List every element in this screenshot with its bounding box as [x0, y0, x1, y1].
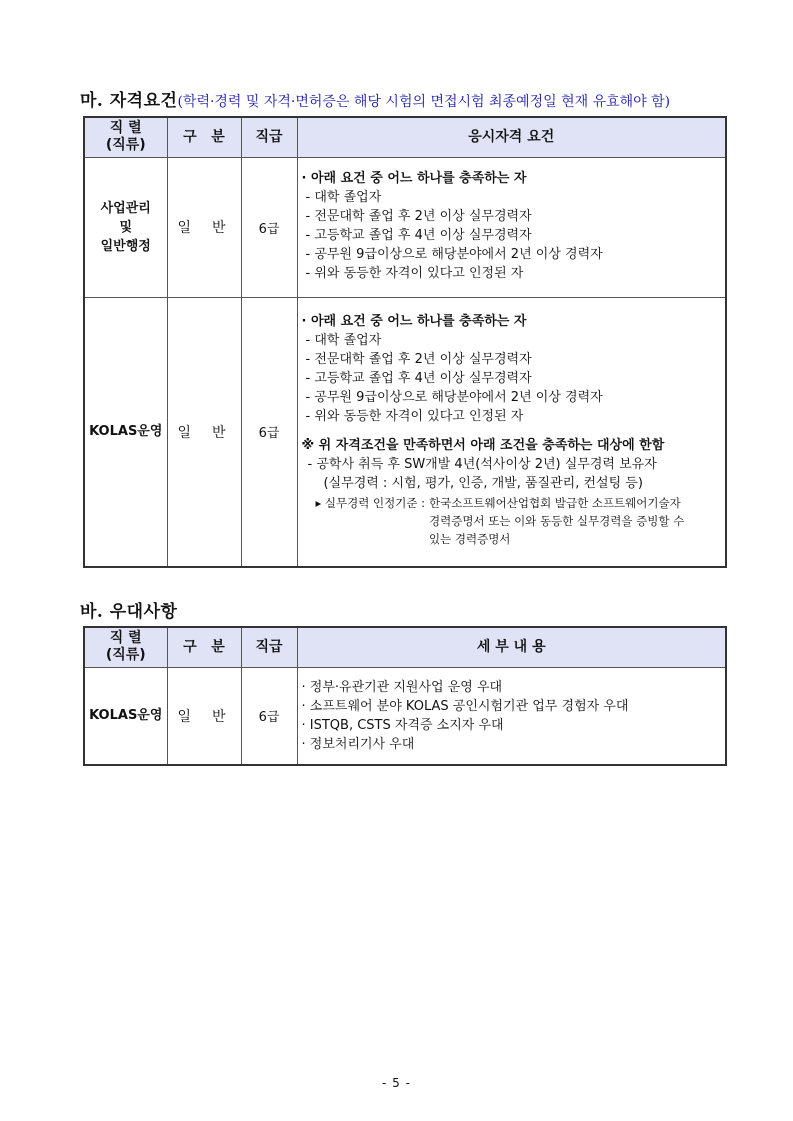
- type-char: 반: [211, 424, 226, 441]
- header-type: 구 분: [167, 627, 241, 667]
- header-details: 세 부 내 용: [297, 627, 726, 667]
- list-item: - 고등학교 졸업 후 4년 이상 실무경력자: [305, 227, 532, 243]
- experience-basis-line: 있는 경력증명서: [429, 532, 511, 547]
- qualifications-heading-title: 마. 자격요건: [80, 91, 178, 111]
- grade-cell: 6급: [241, 297, 297, 567]
- experience-basis-line: 경력증명서 또는 이와 동등한 실무경력을 증빙할 수: [429, 514, 685, 529]
- header-role-line2: (직류): [105, 647, 146, 664]
- list-item: · 정보처리기사 우대: [301, 736, 415, 752]
- experience-basis: [302, 494, 720, 548]
- role-line: 일반행정: [100, 238, 151, 254]
- role-cell: KOLAS운영: [84, 297, 167, 567]
- header-role: [84, 117, 167, 157]
- role-cell: KOLAS운영: [84, 667, 167, 765]
- requirements-cell: [297, 157, 726, 297]
- requirement-bullet: · 아래 요건 중 어느 하나를 충족하는 자: [301, 170, 527, 186]
- header-role-line2: (직류): [105, 137, 146, 154]
- header-grade: 직급: [241, 627, 297, 667]
- details-cell: [297, 667, 726, 765]
- list-item: - 공무원 9급이상으로 해당분야에서 2년 이상 경력자: [305, 390, 603, 406]
- list-item: - 전문대학 졸업 후 2년 이상 실무경력자: [305, 352, 532, 368]
- list-item: - 대학 졸업자: [305, 333, 382, 349]
- qualifications-heading-note: (학력·경력 및 자격·면허증은 해당 시험의 면접시험 최종예정일 현재 유효해야 함): [177, 94, 671, 110]
- type-cell: [167, 667, 241, 765]
- qualifications-heading: [80, 86, 670, 111]
- header-role-line1: 직 렬: [109, 630, 142, 647]
- list-item: - 공무원 9급이상으로 해당분야에서 2년 이상 경력자: [305, 246, 603, 262]
- preferences-table: [83, 626, 727, 766]
- header-role-line1: 직 렬: [109, 120, 142, 137]
- requirement-bullet: · 아래 요건 중 어느 하나를 충족하는 자: [301, 314, 527, 330]
- header-requirements: 응시자격 요건: [297, 117, 726, 157]
- table-row: [84, 297, 726, 567]
- header-grade: 직급: [241, 117, 297, 157]
- page-number: - 5 -: [382, 1076, 411, 1090]
- list-item: · 정부·유관기관 지원사업 운영 우대: [301, 679, 503, 695]
- grade-cell: 6급: [241, 157, 297, 297]
- type-char: 반: [211, 708, 226, 725]
- experience-basis-label: ▸ 실무경력 인정기준 :: [315, 496, 425, 511]
- list-item: - 위와 동등한 자격이 있다고 인정된 자: [305, 409, 524, 425]
- table-row: [84, 667, 726, 765]
- table-row: [84, 157, 726, 297]
- experience-basis-line: 한국소프트웨어산업협회 발급한 소프트웨어기술자: [429, 496, 681, 511]
- preferences-header-row: [84, 627, 726, 667]
- list-item: - 고등학교 졸업 후 4년 이상 실무경력자: [305, 371, 532, 387]
- grade-cell: 6급: [241, 667, 297, 765]
- list-item: - 전문대학 졸업 후 2년 이상 실무경력자: [305, 208, 532, 224]
- requirements-cell: [297, 297, 726, 567]
- list-item: - 위와 동등한 자격이 있다고 인정된 자: [305, 265, 524, 281]
- role-line: 및: [119, 219, 133, 235]
- header-type: 구 분: [167, 117, 241, 157]
- qualifications-header-row: [84, 117, 726, 157]
- preferences-heading: 바. 우대사항: [80, 602, 178, 622]
- type-cell: [167, 157, 241, 297]
- role-cell: [84, 157, 167, 297]
- type-char: 일: [177, 708, 192, 725]
- condition-item: - 공학사 취득 후 SW개발 4년(석사이상 2년) 실무경력 보유자: [307, 457, 657, 473]
- type-char: 반: [211, 220, 226, 236]
- list-item: · ISTQB, CSTS 자격증 소지자 우대: [301, 717, 504, 733]
- type-char: 일: [177, 424, 192, 441]
- qualifications-table: [83, 116, 727, 568]
- list-item: - 대학 졸업자: [305, 189, 382, 205]
- list-item: · 소프트웨어 분야 KOLAS 공인시험기관 업무 경험자 우대: [301, 698, 629, 714]
- type-char: 일: [177, 220, 192, 236]
- condition-heading: ※ 위 자격조건을 만족하면서 아래 조건을 충족하는 대상에 한함: [301, 438, 665, 454]
- experience-basis-text: [425, 494, 684, 548]
- header-role: [84, 627, 167, 667]
- condition-sub: (실무경력 : 시험, 평가, 인증, 개발, 품질관리, 컨설팅 등): [323, 476, 643, 492]
- role-line: 사업관리: [100, 200, 151, 216]
- type-cell: [167, 297, 241, 567]
